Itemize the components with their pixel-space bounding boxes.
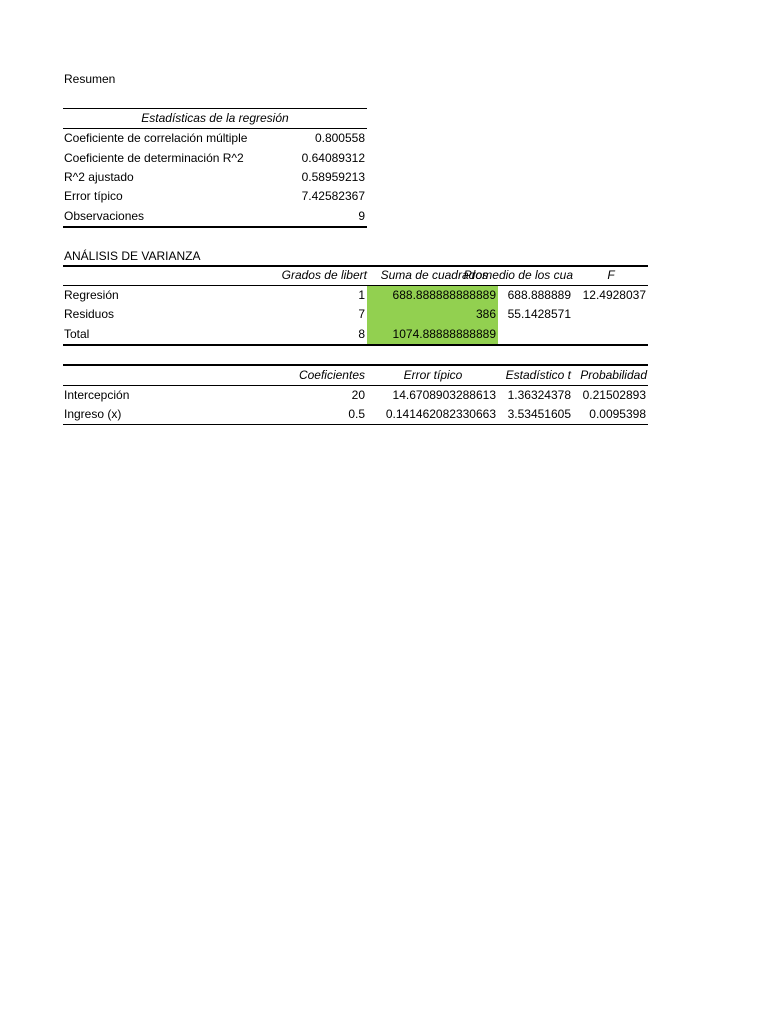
coef-header-p-value: Probabilidad <box>580 368 647 382</box>
anova-row-residual-ss: 386 <box>475 307 496 321</box>
coef-header-t-stat: Estadístico t <box>505 368 571 382</box>
regstats-label-standard-error: Error típico <box>64 189 123 203</box>
regstats-label-r-squared: Coeficiente de determinación R^2 <box>64 151 244 165</box>
regstats-label-multiple-r: Coeficiente de correlación múltiple <box>64 131 248 145</box>
coef-row-income-p: 0.0095398 <box>589 407 646 421</box>
coef-header-coefficients: Coeficientes <box>298 368 365 382</box>
anova-row-regression-ss: 688.888888888889 <box>392 288 496 302</box>
coef-row-income-t: 3.53451605 <box>507 407 571 421</box>
coef-row-intercept-se: 14.6708903288613 <box>392 388 496 402</box>
regstats-value-r-squared: 0.64089312 <box>301 151 365 165</box>
coef-row-income-label: Ingreso (x) <box>64 407 122 421</box>
anova-row-residual-label: Residuos <box>64 307 115 321</box>
regstats-header: Estadísticas de la regresión <box>141 111 289 125</box>
coef-row-intercept-coef: 20 <box>351 388 365 402</box>
anova-row-regression-df: 1 <box>358 288 365 302</box>
anova-row-regression-f: 12.4928037 <box>582 288 646 302</box>
anova-row-residual-ms: 55.1428571 <box>507 307 571 321</box>
regstats-value-standard-error: 7.42582367 <box>301 189 365 203</box>
anova-bottom-border <box>63 344 648 346</box>
anova-row-total-df: 8 <box>358 327 365 341</box>
coef-row-intercept-p: 0.21502893 <box>582 388 646 402</box>
anova-header-ms: Promedio de los cua <box>463 268 573 282</box>
regstats-value-adjusted-r-squared: 0.58959213 <box>301 170 365 184</box>
anova-header-df: Grados de libert <box>281 268 367 282</box>
anova-header-f: F <box>607 268 615 282</box>
anova-header-ss: Suma de cuadrados <box>380 268 488 282</box>
coef-row-income-se: 0.141462082330663 <box>385 407 496 421</box>
coef-row-intercept-t: 1.36324378 <box>507 388 571 402</box>
coef-row-income-coef: 0.5 <box>348 407 365 421</box>
anova-row-regression-label: Regresión <box>64 288 119 302</box>
coef-bottom-border <box>63 424 648 425</box>
coef-row-intercept-label: Intercepción <box>64 388 130 402</box>
anova-row-residual-df: 7 <box>358 307 365 321</box>
regstats-bottom-border <box>63 226 367 228</box>
regstats-label-observations: Observaciones <box>64 209 145 223</box>
anova-title: ANÁLISIS DE VARIANZA <box>64 249 201 263</box>
regstats-label-adjusted-r-squared: R^2 ajustado <box>64 170 134 184</box>
anova-row-total-label: Total <box>64 327 90 341</box>
summary-title: Resumen <box>64 72 116 86</box>
anova-row-total-ss: 1074.88888888889 <box>392 327 496 341</box>
regstats-value-observations: 9 <box>358 209 365 223</box>
coef-header-standard-error: Error típico <box>403 368 463 382</box>
anova-row-regression-ms: 688.888889 <box>507 288 571 302</box>
regstats-value-multiple-r: 0.800558 <box>314 131 365 145</box>
